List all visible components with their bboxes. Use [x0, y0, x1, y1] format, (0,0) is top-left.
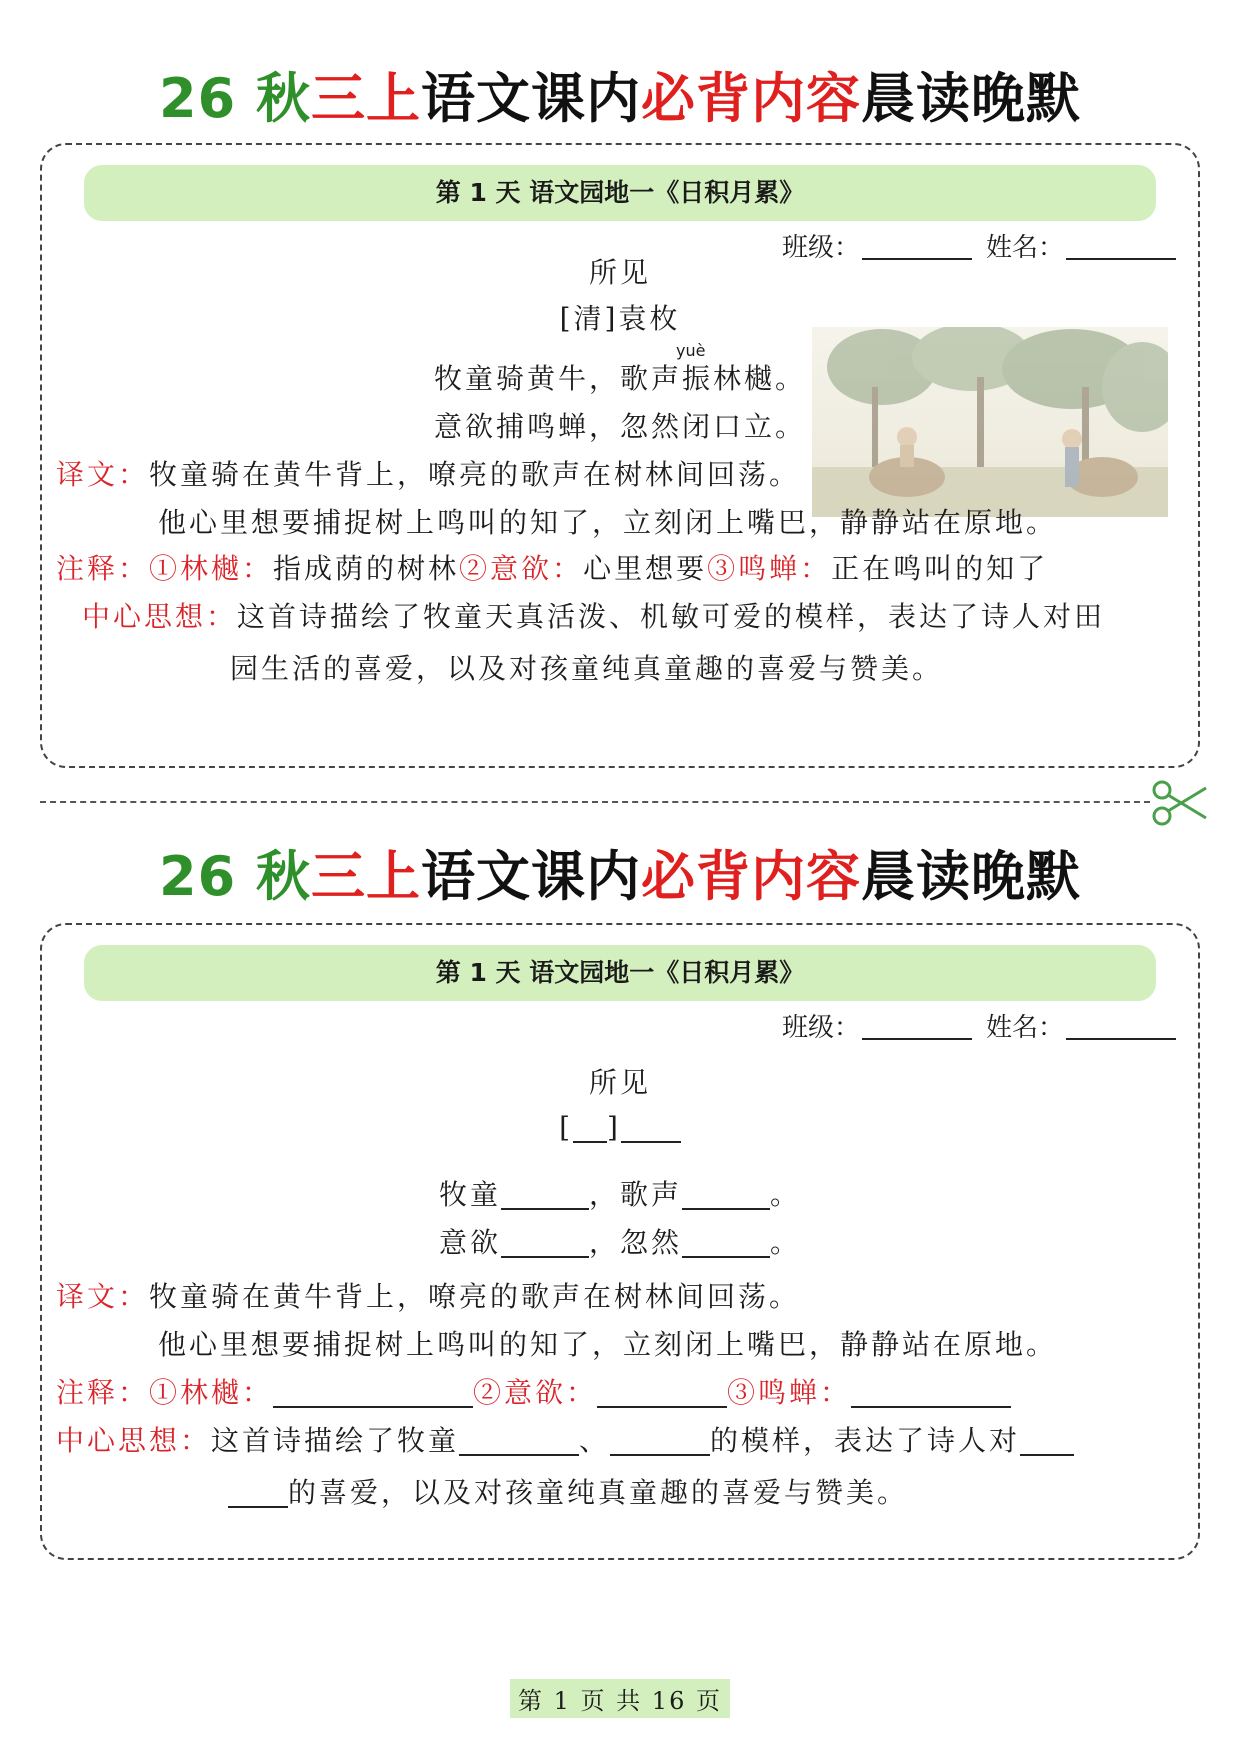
translation-line-2: 他心里想要捕捉树上鸣叫的知了，立刻闭上嘴巴，静静站在原地。	[158, 1328, 1058, 1361]
poem-title: 所见	[588, 1066, 651, 1099]
idea-text-1: 这首诗描绘了牧童天真活泼、机敏可爱的模样，表达了诗人对田	[237, 600, 1106, 633]
poem-line-2: 意欲捕鸣蝉，忽然闭口立。	[433, 410, 806, 443]
day-banner: 第 1 天 语文园地一《日积月累》	[84, 945, 1156, 1001]
line2-start: 意欲	[438, 1226, 501, 1259]
top-card	[40, 143, 1200, 768]
note2-label: ②意欲：	[459, 552, 584, 585]
idea-line-2	[228, 1471, 908, 1511]
class-blank[interactable]	[862, 1038, 972, 1040]
poem-author-blank	[42, 1111, 1198, 1144]
cut-line	[40, 801, 1150, 803]
name-label: 姓名：	[985, 1013, 1064, 1043]
note3-label: ③鸣蝉：	[727, 1376, 852, 1409]
poem-author: [清]袁枚	[559, 302, 681, 335]
line1-blank-1[interactable]	[501, 1178, 589, 1210]
idea-label: 中心思想：	[56, 1424, 212, 1457]
translation-line-1	[56, 1275, 800, 1315]
note3-label: ③鸣蝉：	[707, 552, 832, 585]
title-year: 26 秋	[159, 67, 311, 130]
pinyin-yue: yuè	[676, 341, 706, 360]
class-label: 班级：	[781, 233, 860, 263]
note1-blank[interactable]	[273, 1376, 473, 1408]
note1-text: 指成荫的树林	[273, 552, 460, 585]
bottom-card	[40, 923, 1200, 1560]
title-mustrecite: 必背内容	[640, 67, 861, 130]
translation-label: 译文：	[56, 1280, 150, 1313]
notes-label: 注释：	[56, 1376, 150, 1409]
page-footer	[0, 1679, 1240, 1718]
translation-text-1: 牧童骑在黄牛背上，嘹亮的歌声在树林间回荡。	[149, 1280, 801, 1313]
idea1-start: 这首诗描绘了牧童	[211, 1424, 460, 1457]
bracket-close: ]	[607, 1111, 621, 1144]
note3-text: 正在鸣叫的知了	[831, 552, 1049, 585]
notes-line	[56, 1371, 1011, 1411]
title-grade: 三上	[310, 845, 421, 908]
notes-label: 注释：	[56, 552, 150, 585]
line1-end: 。	[770, 1178, 802, 1211]
title-tail: 晨读晚默	[860, 67, 1081, 130]
idea1-mid: 的模样，表达了诗人对	[710, 1424, 1021, 1457]
translation-line-1	[56, 453, 800, 493]
poem-line-1	[42, 357, 1198, 397]
poem-line-2-blank	[42, 1221, 1198, 1261]
line2-mid: ，忽然	[588, 1226, 682, 1259]
translation-line-2: 他心里想要捕捉树上鸣叫的知了，立刻闭上嘴巴，静静站在原地。	[158, 506, 1058, 539]
note1-label: ①林樾：	[149, 1376, 274, 1409]
day-banner: 第 1 天 语文园地一《日积月累》	[84, 165, 1156, 221]
translation-text-1: 牧童骑在黄牛背上，嘹亮的歌声在树林间回荡。	[149, 458, 801, 491]
title-tail: 晨读晚默	[860, 845, 1081, 908]
title-mustrecite: 必背内容	[640, 845, 861, 908]
idea-line-2: 园生活的喜爱，以及对孩童纯真童趣的喜爱与赞美。	[230, 652, 944, 685]
note2-label: ②意欲：	[473, 1376, 598, 1409]
notes-line	[56, 547, 1048, 587]
bracket-open: [	[559, 1111, 573, 1144]
line2-blank-2[interactable]	[682, 1226, 770, 1258]
line2-end: 。	[770, 1226, 802, 1259]
note2-blank[interactable]	[597, 1376, 727, 1408]
line1-mid: ，歌声	[588, 1178, 682, 1211]
page-number: 第 1 页 共 16 页	[510, 1679, 730, 1718]
line1-blank-2[interactable]	[682, 1178, 770, 1210]
name-blank[interactable]	[1066, 1038, 1176, 1040]
idea-blank-2[interactable]	[610, 1424, 710, 1456]
idea-line-1	[82, 595, 1105, 635]
idea-blank-1[interactable]	[459, 1424, 579, 1456]
translation-label: 译文：	[56, 458, 150, 491]
note1-label: ①林樾：	[149, 552, 274, 585]
idea1-comma: 、	[579, 1424, 611, 1457]
class-label: 班级：	[781, 1013, 860, 1043]
title-subject: 语文课内	[420, 67, 641, 130]
class-name-line	[782, 1007, 1176, 1044]
idea-line-1	[56, 1419, 1074, 1459]
line1-start: 牧童	[438, 1178, 501, 1211]
page-title-copy	[0, 842, 1240, 912]
title-subject: 语文课内	[420, 845, 641, 908]
page-title	[0, 64, 1240, 134]
idea2-text: 的喜爱，以及对孩童纯真童趣的喜爱与赞美。	[288, 1476, 909, 1509]
scissors-icon	[1150, 778, 1210, 828]
dynasty-blank[interactable]	[573, 1111, 607, 1143]
title-grade: 三上	[310, 67, 421, 130]
title-year: 26 秋	[159, 845, 311, 908]
author-blank[interactable]	[621, 1111, 681, 1143]
name-label: 姓名：	[985, 233, 1064, 263]
poem-line-1-blank	[42, 1173, 1198, 1213]
poem-title: 所见	[588, 256, 651, 289]
poem-line-1-text: 牧童骑黄牛，歌声振林樾。	[433, 362, 806, 395]
note2-text: 心里想要	[583, 552, 708, 585]
note3-blank[interactable]	[851, 1376, 1011, 1408]
idea-blank-4[interactable]	[228, 1476, 288, 1508]
idea-blank-3[interactable]	[1020, 1424, 1074, 1456]
line2-blank-1[interactable]	[501, 1226, 589, 1258]
idea-label: 中心思想：	[82, 600, 238, 633]
